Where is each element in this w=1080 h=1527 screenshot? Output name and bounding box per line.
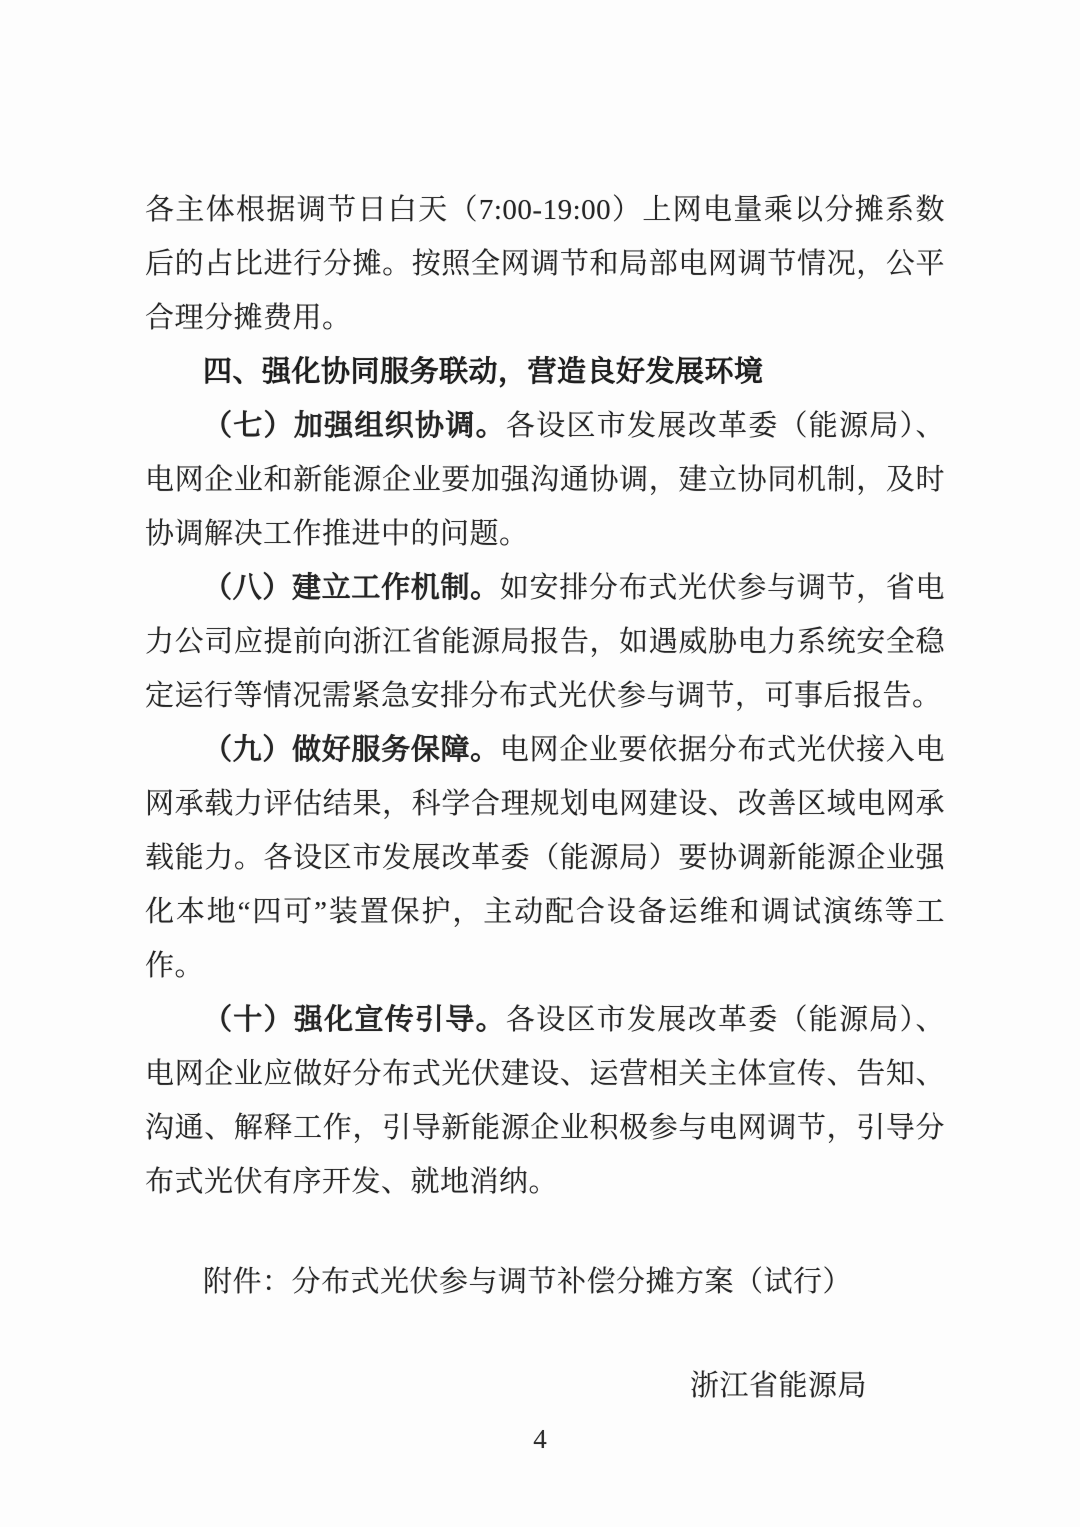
item-10-text: 各设区市发展改革委（能源局）、电网企业应做好分布式光伏建设、运营相关主体宣传、告知、沟通、解释工作，引导新能源企业积极参与电网调节，引导分布式光伏有序开发、就地消纳。 [145, 1004, 945, 1198]
continuation-paragraph: 各主体根据调节日白天（7:00-19:00）上网电量乘以分摊系数后的占比进行分摊。按照全网调节和局部电网调节情况，公平合理分摊费用。 [145, 194, 945, 334]
item-9-lead: （九）做好服务保障。 [203, 734, 500, 766]
item-paragraph-7 [145, 399, 945, 561]
item-10-lead: （十）强化宣传引导。 [203, 1004, 506, 1036]
item-9-text: 电网企业要依据分布式光伏接入电网承载力评估结果，科学合理规划电网建设、改善区域电网承载能力。各设区市发展改革委（能源局）要协调新能源企业强化本地“四可”装置保护，主动配合设备运维和调试演练等工作。 [145, 734, 945, 982]
issuing-authority-signature: 浙江省能源局 [689, 1370, 867, 1402]
item-paragraph-10 [145, 993, 945, 1209]
item-7-text: 各设区市发展改革委（能源局）、电网企业和新能源企业要加强沟通协调，建立协同机制，及时协调解决工作推进中的问题。 [145, 410, 945, 550]
item-paragraph-9 [145, 723, 945, 993]
document-body [145, 183, 945, 1413]
item-paragraph-8 [145, 561, 945, 723]
attachment-line: 附件：分布式光伏参与调节补偿分摊方案（试行） [203, 1266, 853, 1298]
item-8-text: 如安排分布式光伏参与调节，省电力公司应提前向浙江省能源局报告，如遇威胁电力系统安全稳定运行等情况需紧急安排分布式光伏参与调节，可事后报告。 [145, 572, 945, 712]
section-heading: 四、强化协同服务联动，营造良好发展环境 [203, 356, 764, 388]
item-7-lead: （七）加强组织协调。 [203, 410, 506, 442]
page-number: 4 [533, 1424, 547, 1454]
item-8-lead: （八）建立工作机制。 [203, 572, 500, 604]
